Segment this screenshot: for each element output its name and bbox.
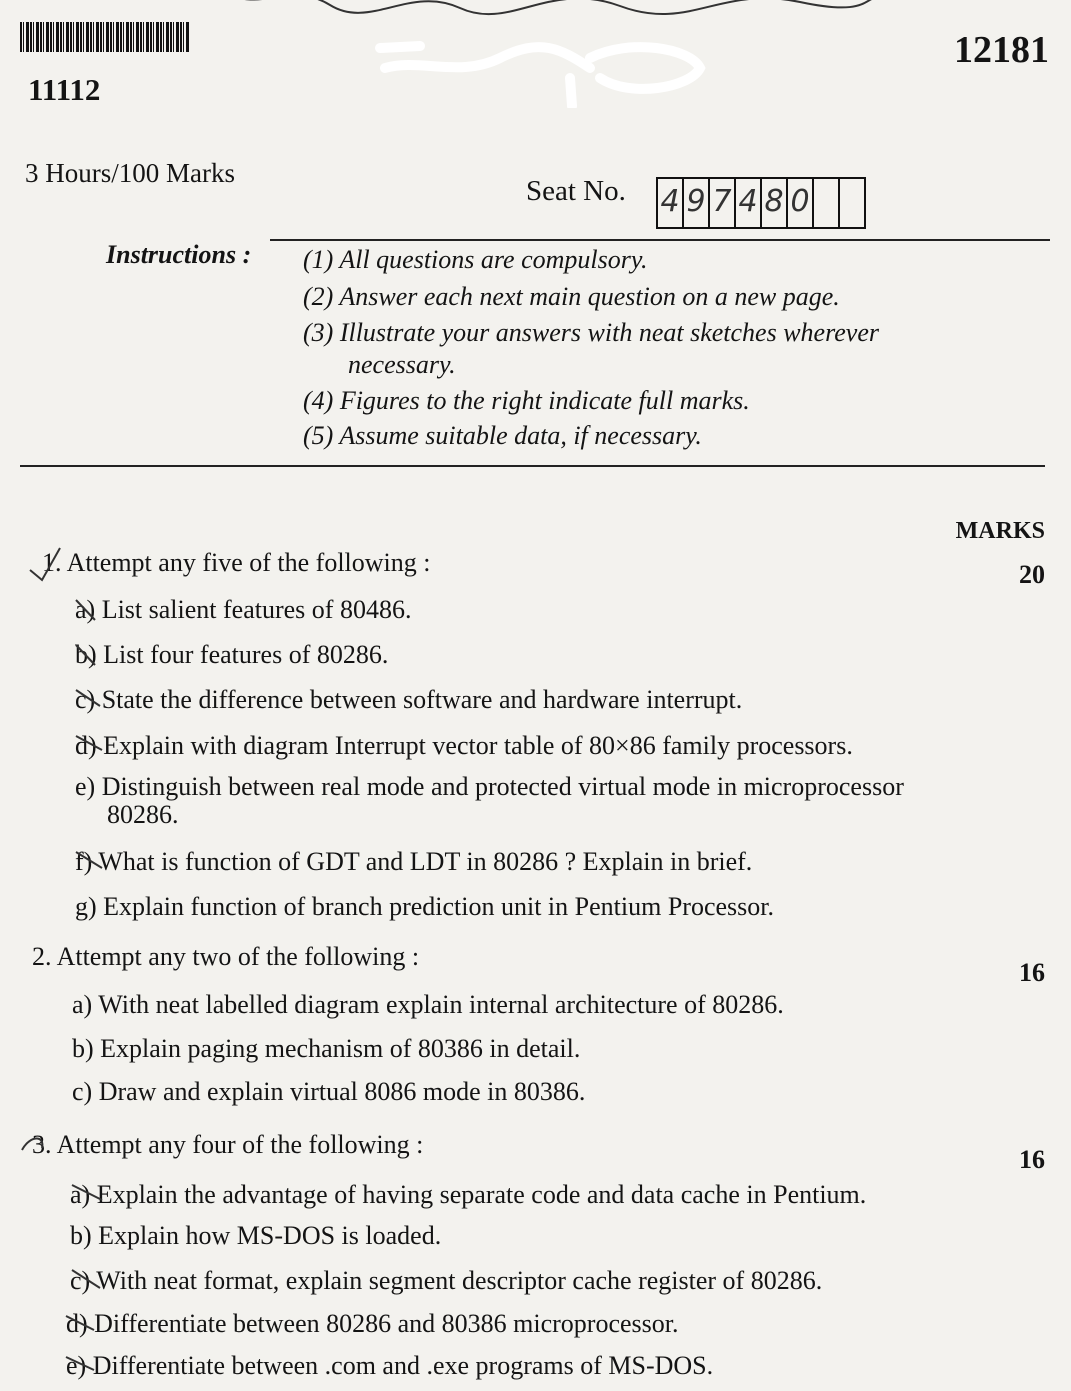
handwriting-scrawl-top — [200, 0, 900, 20]
seat-no-box — [656, 177, 866, 229]
question-marks: 16 — [1019, 958, 1045, 987]
seat-digit: 4 — [736, 179, 762, 227]
seat-digit: 8 — [762, 179, 788, 227]
sub-question: c) State the difference between software and hardware interrupt. — [75, 685, 743, 714]
instruction-item: necessary. — [348, 350, 456, 379]
marks-heading: MARKS — [955, 518, 1045, 544]
instruction-item: (1) All questions are compulsory. — [303, 245, 648, 274]
sub-question: e) Distinguish between real mode and protected virtual mode in microprocessor — [75, 772, 904, 801]
subject-code: 12181 — [954, 29, 1049, 71]
duration-marks: 3 Hours/100 Marks — [25, 158, 235, 188]
sub-question: a) Explain the advantage of having separate code and data cache in Pentium. — [70, 1180, 867, 1209]
seat-digit: 9 — [684, 179, 710, 227]
divider — [270, 239, 1050, 241]
barcode — [20, 22, 190, 52]
seat-digit: 4 — [658, 179, 684, 227]
question-title: 3. Attempt any four of the following : — [32, 1130, 424, 1159]
sub-question: c) With neat format, explain segment descriptor cache register of 80286. — [70, 1266, 823, 1295]
paper-code: 11112 — [28, 72, 101, 107]
instruction-item: (4) Figures to the right indicate full marks. — [303, 386, 750, 415]
instructions-label: Instructions : — [106, 240, 252, 269]
sub-question: d) Explain with diagram Interrupt vector table of 80×86 family processors. — [75, 731, 853, 760]
whiteout-scribble — [360, 28, 710, 108]
question-title: 2. Attempt any two of the following : — [32, 942, 420, 971]
question-marks: 16 — [1019, 1145, 1045, 1174]
seat-digit — [814, 179, 840, 227]
sub-question: b) List four features of 80286. — [75, 640, 389, 669]
instruction-item: (5) Assume suitable data, if necessary. — [303, 421, 702, 450]
sub-question: a) With neat labelled diagram explain internal architecture of 80286. — [72, 990, 784, 1019]
question-title: 1. Attempt any five of the following : — [42, 548, 431, 577]
seat-digit: 0 — [788, 179, 814, 227]
sub-question: e) Differentiate between .com and .exe programs of MS-DOS. — [66, 1351, 714, 1380]
divider — [20, 465, 1045, 467]
instruction-item: (3) Illustrate your answers with neat sketches wherever — [303, 318, 879, 347]
sub-question: f) What is function of GDT and LDT in 80286 ? Explain in brief. — [75, 847, 753, 876]
sub-question: g) Explain function of branch prediction unit in Pentium Processor. — [75, 892, 774, 921]
sub-question: d) Differentiate between 80286 and 80386 microprocessor. — [66, 1309, 679, 1338]
seat-digit — [840, 179, 864, 227]
sub-question: b) Explain paging mechanism of 80386 in detail. — [72, 1034, 581, 1063]
sub-question: 80286. — [107, 800, 179, 829]
seat-no-label: Seat No. — [526, 175, 626, 207]
instruction-item: (2) Answer each next main question on a new page. — [303, 282, 840, 311]
sub-question: c) Draw and explain virtual 8086 mode in 80386. — [72, 1077, 586, 1106]
sub-question: b) Explain how MS-DOS is loaded. — [70, 1221, 442, 1250]
sub-question: a) List salient features of 80486. — [75, 595, 412, 624]
seat-digit: 7 — [710, 179, 736, 227]
question-marks: 20 — [1019, 560, 1045, 589]
